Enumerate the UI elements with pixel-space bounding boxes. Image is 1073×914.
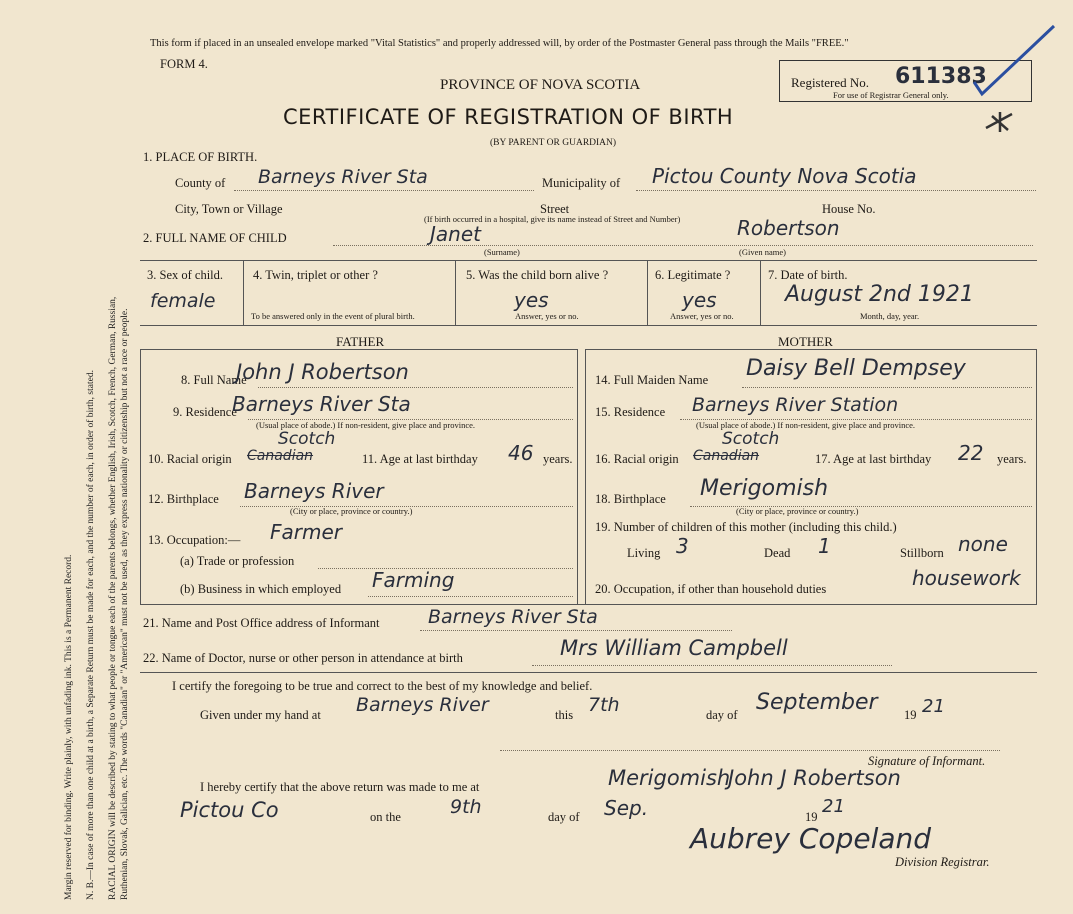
informant-value: Barneys River Sta <box>428 606 598 628</box>
alive-value: yes <box>514 288 549 312</box>
alive-label: 5. Was the child born alive ? <box>466 268 609 282</box>
child-name-label: 2. FULL NAME OF CHILD <box>143 231 287 245</box>
father-racial-struck: Canadian <box>247 448 314 464</box>
day-of-label: day of <box>706 708 738 722</box>
registrar-signature-value: Aubrey Copeland <box>690 822 932 855</box>
twin-note: To be answered only in the event of plural birth. <box>251 311 415 321</box>
sex-value: female <box>150 290 216 312</box>
mother-racial-label: 16. Racial origin <box>595 452 679 466</box>
stillborn-label: Stillborn <box>900 546 944 560</box>
registrar-signature-label: Division Registrar. <box>895 855 990 869</box>
mother-racial-struck: Canadian <box>693 448 760 464</box>
margin-note-4: Ruthenian, Slovak, Galician, etc. The words "Canadian" or "American" must not be used, as they express nationality or citizenship but not a race or people. <box>120 308 130 900</box>
municipality-value: Pictou County Nova Scotia <box>652 164 917 188</box>
hospital-note: (If birth occurred in a hospital, give its name instead of Street and Number) <box>424 214 681 224</box>
reg-year-value: 21 <box>822 796 845 817</box>
margin-note-2: N. B.—In case of more than one child at a birth, a Separate Return must be made for each, and the number of each, in order of birth, stated. <box>86 370 96 900</box>
twin-label: 4. Twin, triplet or other ? <box>253 268 378 282</box>
mother-name-label: 14. Full Maiden Name <box>595 373 709 387</box>
registrar-note: For use of Registrar General only. <box>833 90 949 100</box>
mother-age-unit: years. <box>997 452 1027 466</box>
reg-day-value: 9th <box>450 796 482 818</box>
margin-note-3: RACIAL ORIGIN will be described by stating to what people or tongue each of the parents belongs, whether English, Irish, Scotch, French, German, Russian, <box>108 296 118 900</box>
father-name-label: 8. Full Name <box>181 373 247 387</box>
registered-number: 611383 <box>895 64 987 89</box>
street-label: Street <box>540 202 570 216</box>
mother-occupation-label: 20. Occupation, if other than household duties <box>595 582 827 596</box>
mail-notice: This form if placed in an unsealed envelope marked "Vital Statistics" and properly addressed will, by order of the Postmaster General pass through the Mails "FREE." <box>150 38 849 49</box>
sex-label: 3. Sex of child. <box>147 268 224 282</box>
father-occupation-value: Farmer <box>270 520 342 544</box>
mother-children-label: 19. Number of children of this mother (including this child.) <box>595 520 897 534</box>
father-age-label: 11. Age at last birthday <box>362 452 478 466</box>
father-heading: FATHER <box>336 334 385 349</box>
surname-caption: (Surname) <box>484 247 520 257</box>
dob-note: Month, day, year. <box>860 311 920 321</box>
informant-signature-value: John J Robertson <box>728 766 901 790</box>
form-number: FORM 4. <box>160 57 208 71</box>
given-label: Given under my hand at <box>200 708 321 722</box>
living-value: 3 <box>676 534 689 558</box>
reg-month-value: Sep. <box>604 796 649 820</box>
county-label: County of <box>175 176 226 190</box>
legitimate-label: 6. Legitimate ? <box>655 268 731 282</box>
father-residence-note: (Usual place of abode.) If non-resident, give place and province. <box>256 420 476 430</box>
father-birthplace-note: (City or place, province or country.) <box>290 506 413 516</box>
dead-value: 1 <box>818 534 831 558</box>
this-label: this <box>555 708 574 722</box>
place-of-birth-label: 1. PLACE OF BIRTH. <box>143 150 258 164</box>
mother-birthplace-value: Merigomish <box>700 476 829 501</box>
province-heading: PROVINCE OF NOVA SCOTIA <box>440 77 641 93</box>
doctor-label: 22. Name of Doctor, nurse or other person in attendance at birth <box>143 651 463 665</box>
day-value: 7th <box>588 694 620 716</box>
mother-residence-value: Barneys River Station <box>692 394 899 416</box>
mother-age-value: 22 <box>958 441 984 465</box>
given-place-value: Barneys River <box>356 694 489 716</box>
year-prefix: 19 <box>904 708 917 722</box>
father-birthplace-label: 12. Birthplace <box>148 492 219 506</box>
mother-birthplace-note: (City or place, province or country.) <box>736 506 859 516</box>
father-occupation-label: 13. Occupation:— <box>148 533 241 547</box>
father-racial-label: 10. Racial origin <box>148 452 232 466</box>
father-residence-label: 9. Residence <box>173 405 237 419</box>
given-caption: (Given name) <box>739 247 786 257</box>
dead-label: Dead <box>764 546 791 560</box>
mother-birthplace-label: 18. Birthplace <box>595 492 666 506</box>
certify-text: I certify the foregoing to be true and correct to the best of my knowledge and belief. <box>172 679 593 693</box>
dob-label: 7. Date of birth. <box>768 268 848 282</box>
margin-note-1: Margin reserved for binding. Write plainly, with unfading ink. This is a Permanent Record. <box>64 554 74 900</box>
mother-heading: MOTHER <box>778 334 833 349</box>
registrar-place-value: Merigomish <box>608 766 731 790</box>
father-name-value: John J Robertson <box>236 360 409 384</box>
city-label: City, Town or Village <box>175 202 283 216</box>
registrar-county-value: Pictou Co <box>180 798 279 822</box>
father-residence-value: Barneys River Sta <box>232 392 411 416</box>
county-value: Barneys River Sta <box>258 166 428 188</box>
mother-occupation-value: housework <box>912 566 1021 590</box>
child-given-value: Robertson <box>737 216 840 240</box>
father-business-value: Farming <box>372 568 455 592</box>
certificate-title: CERTIFICATE OF REGISTRATION OF BIRTH <box>283 105 734 129</box>
registered-label: Registered No. <box>791 75 869 90</box>
father-trade-label: (a) Trade or profession <box>180 554 295 568</box>
certificate-subtitle: (BY PARENT OR GUARDIAN) <box>490 138 617 148</box>
mother-age-label: 17. Age at last birthday <box>815 452 932 466</box>
father-business-label: (b) Business in which employed <box>180 582 342 596</box>
municipality-label: Municipality of <box>542 176 621 190</box>
reg-year-prefix: 19 <box>805 810 818 824</box>
informant-signature-label: Signature of Informant. <box>868 754 986 768</box>
reg-day-of-label: day of <box>548 810 580 824</box>
legitimate-note: Answer, yes or no. <box>670 311 734 321</box>
year-value: 21 <box>922 696 945 717</box>
mother-racial-value: Scotch <box>722 429 780 449</box>
father-age-value: 46 <box>508 441 534 465</box>
check-mark-icon <box>970 20 1060 100</box>
father-racial-value: Scotch <box>278 429 336 449</box>
house-label: House No. <box>822 202 876 216</box>
father-age-unit: years. <box>543 452 573 466</box>
dob-value: August 2nd 1921 <box>785 282 974 307</box>
father-birthplace-value: Barneys River <box>244 479 384 503</box>
stamp-mark-icon <box>982 108 1018 134</box>
child-surname-value: Janet <box>430 222 481 246</box>
doctor-value: Mrs William Campbell <box>560 636 788 660</box>
mother-residence-label: 15. Residence <box>595 405 666 419</box>
mother-name-value: Daisy Bell Dempsey <box>746 356 966 381</box>
month-value: September <box>756 690 878 715</box>
alive-note: Answer, yes or no. <box>515 311 579 321</box>
living-label: Living <box>627 546 661 560</box>
stillborn-value: none <box>958 532 1008 556</box>
on-the-label: on the <box>370 810 401 824</box>
legitimate-value: yes <box>682 288 717 312</box>
mother-residence-note: (Usual place of abode.) If non-resident, give place and province. <box>696 420 916 430</box>
informant-label: 21. Name and Post Office address of Informant <box>143 616 380 630</box>
registrar-text: I hereby certify that the above return was made to me at <box>200 780 480 794</box>
